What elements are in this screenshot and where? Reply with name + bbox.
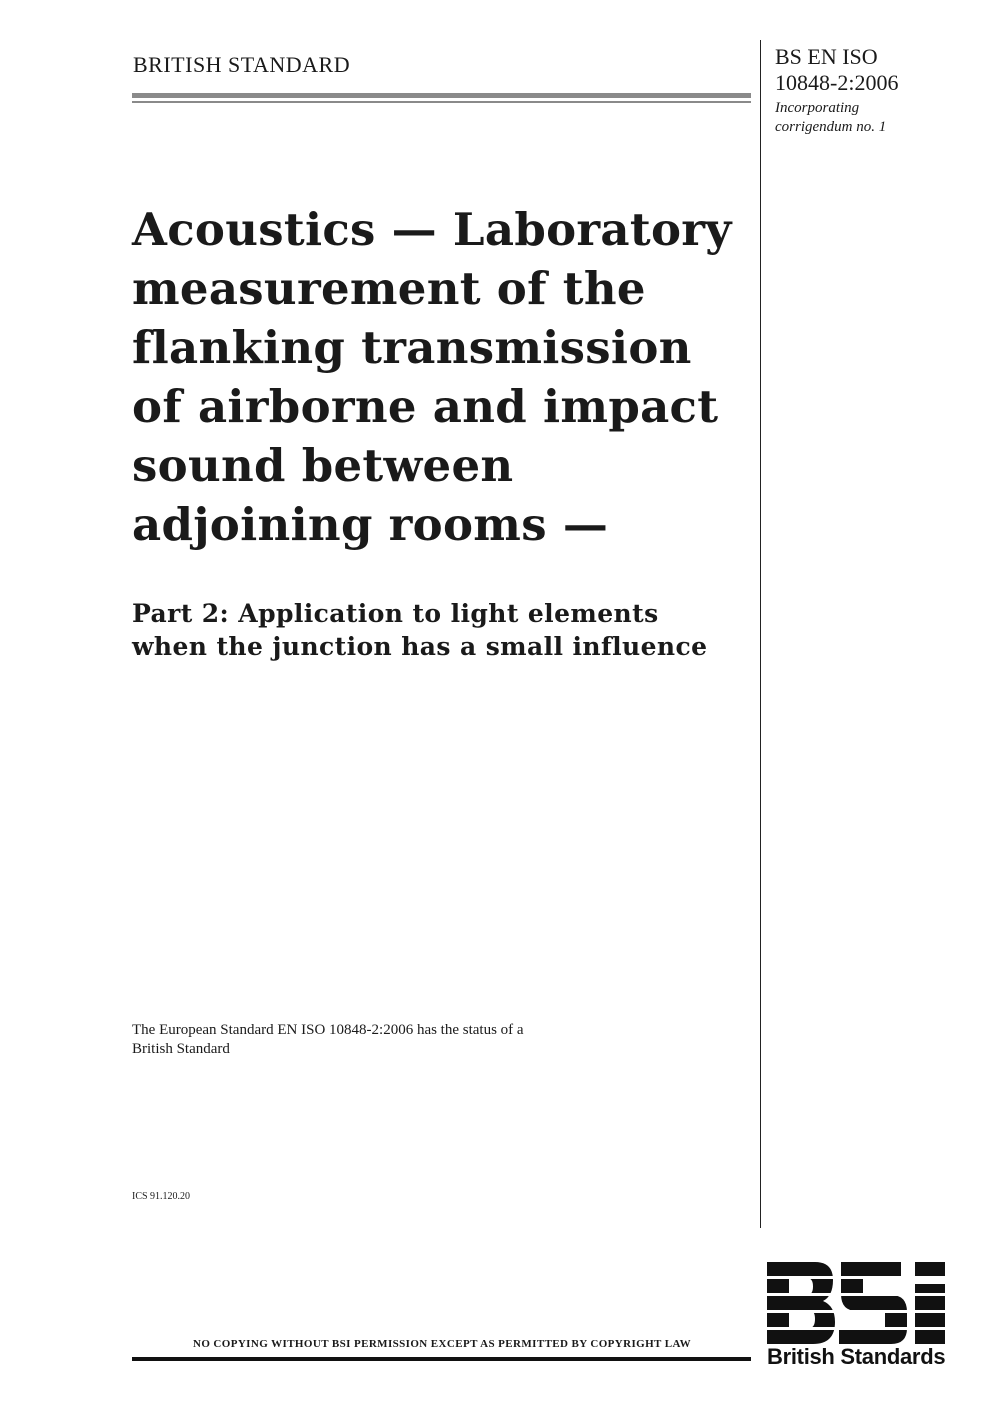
title-line: flanking transmission [132,321,692,374]
corrigendum-note [775,99,886,137]
footer-rule [132,1357,751,1361]
header-rule [132,93,751,98]
title-line: Acoustics — Laboratory [132,203,732,256]
ics-code: ICS 91.120.20 [132,1191,191,1202]
part-title-line: Part 2: Application to light elements [132,599,659,628]
status-line: British Standard [132,1041,230,1057]
part-title-line: when the junction has a small influence [132,632,708,661]
title-line: sound between [132,439,514,492]
copyright-notice: NO COPYING WITHOUT BSI PERMISSION EXCEPT AS PERMITTED BY COPYRIGHT LAW [192,1338,692,1350]
status-statement [132,1021,692,1059]
standard-number-line2: 10848-2:2006 [775,70,899,95]
document-title [132,200,757,554]
status-line: The European Standard EN ISO 10848-2:2006 has the status of a [132,1022,524,1038]
header-label: BRITISH STANDARD [133,52,351,77]
logo-label: British Standards [767,1344,946,1369]
header-rule-thin [132,101,751,103]
title-line: of airborne and impact [132,380,719,433]
title-line: measurement of the [132,262,646,315]
corrigendum-line1: Incorporating [775,100,860,116]
title-line: adjoining rooms — [132,498,609,551]
corrigendum-line2: corrigendum no. 1 [775,119,887,135]
part-title [132,597,757,663]
bsi-logo [767,1262,945,1344]
standard-number [775,44,898,96]
standard-number-line1: BS EN ISO [775,44,878,69]
vertical-divider [760,40,761,1228]
